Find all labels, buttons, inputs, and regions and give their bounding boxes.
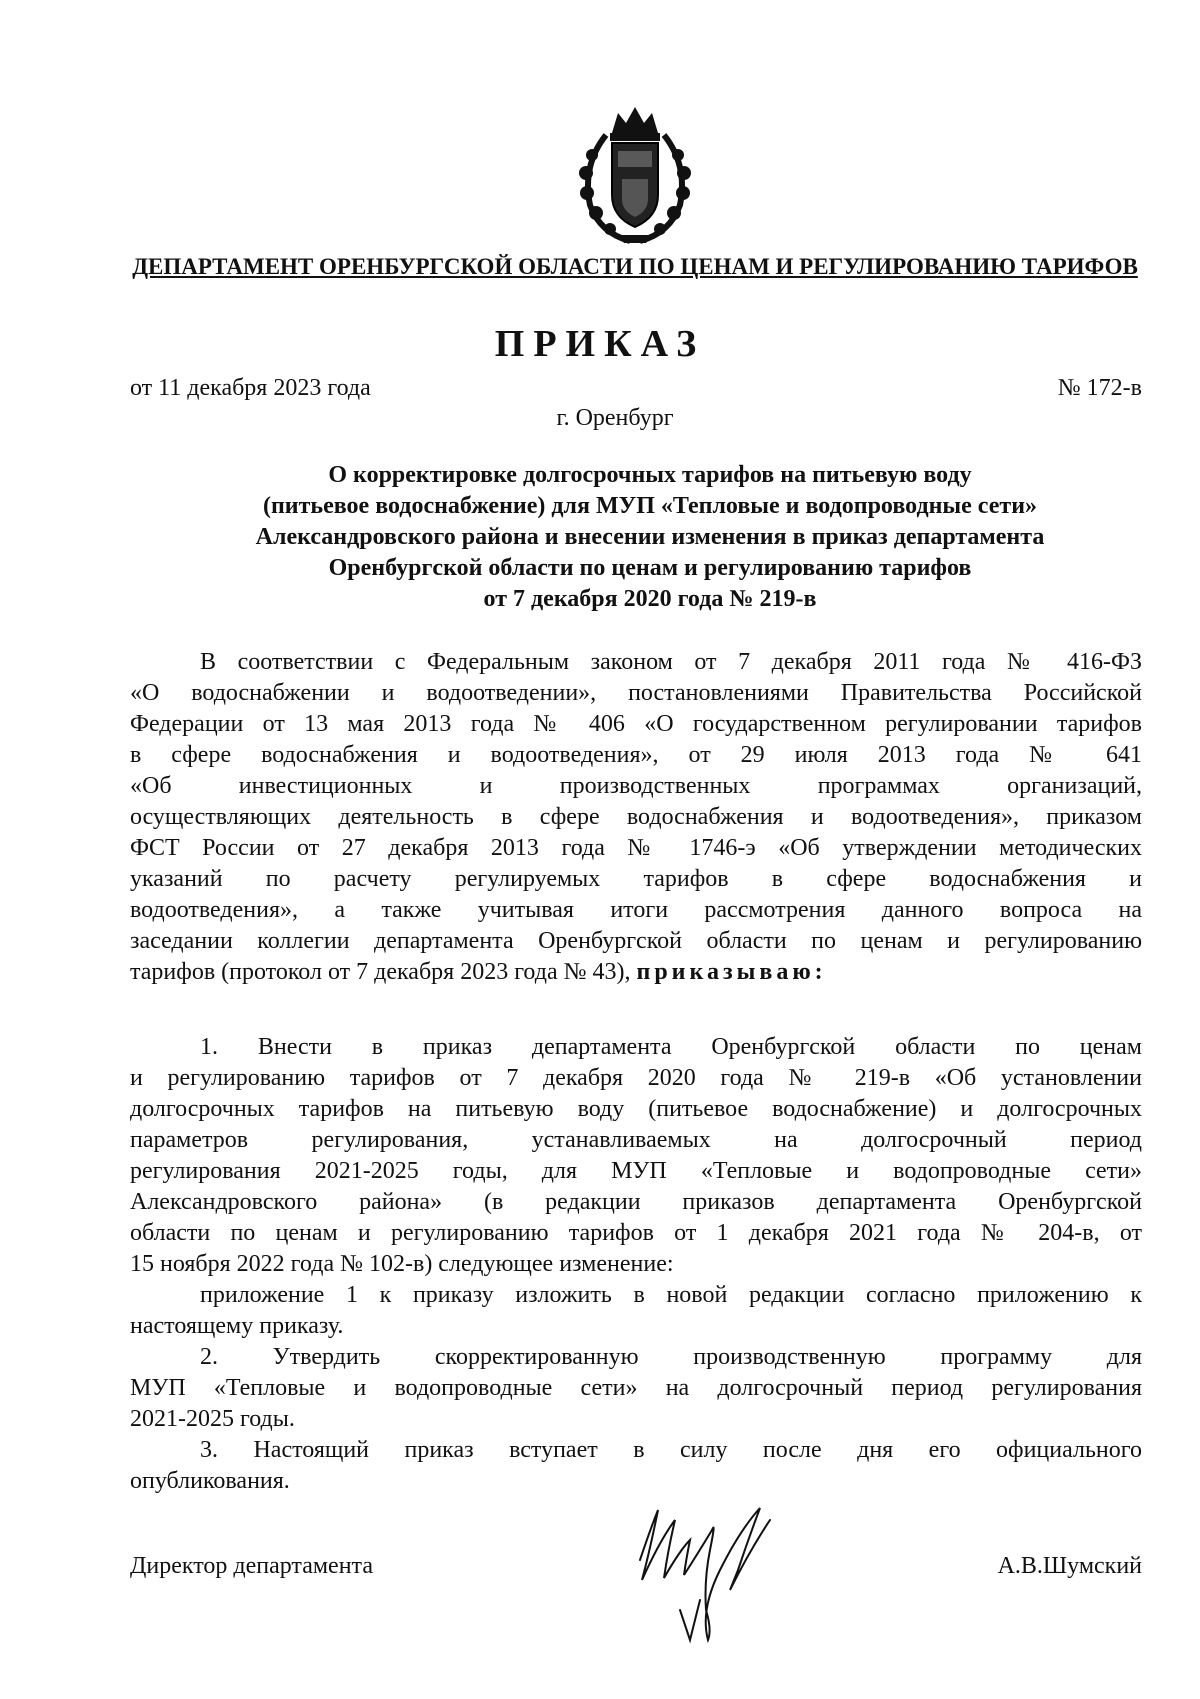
preamble-line: «Об инвестиционных и производственных программах организаций,	[130, 773, 1142, 799]
handwritten-signature	[620, 1490, 820, 1650]
item1-line: и регулированию тарифов от 7 декабря 2020 года № 219-в «Об установлении	[130, 1065, 1142, 1091]
item1-line: регулирования 2021-2025 годы, для МУП «Тепловые и водопроводные сети»	[130, 1158, 1142, 1184]
signatory-name: А.В.Шумский	[997, 1553, 1142, 1579]
subject-line: (питьевое водоснабжение) для МУП «Тепловые и водопроводные сети»	[262, 493, 1038, 519]
item2-line: 2. Утвердить скорректированную производственную программу для	[200, 1344, 1142, 1370]
item2-line: МУП «Тепловые и водопроводные сети» на долгосрочный период регулирования	[130, 1375, 1142, 1401]
order-number: № 172-в	[1057, 375, 1142, 401]
preamble-line: «О водоснабжении и водоотведении», постановлениями Правительства Российской	[130, 680, 1142, 706]
subject-line: Оренбургской области по ценам и регулированию тарифов	[328, 555, 972, 581]
document-title: ПРИКАЗ	[494, 323, 706, 365]
change-line: приложение 1 к приказу изложить в новой редакции согласно приложению к	[200, 1282, 1142, 1308]
order-city: г. Оренбург	[556, 405, 674, 431]
preamble-line: осуществляющих деятельность в сфере водоснабжения и водоотведения», приказом	[130, 804, 1142, 830]
subject-line: Александровского района и внесении изменения в приказ департамента	[255, 524, 1045, 550]
preamble-line: заседании коллегии департамента Оренбургской области по ценам и регулированию	[130, 928, 1142, 954]
subject-line: от 7 декабря 2020 года № 219-в	[483, 586, 817, 612]
preamble-line: В соответствии с Федеральным законом от 7 декабря 2011 года № 416-ФЗ	[200, 649, 1142, 675]
order-subject	[170, 460, 1130, 615]
order-items	[130, 1032, 1142, 1497]
change-line: настоящему приказу.	[130, 1313, 344, 1339]
item1-line: параметров регулирования, устанавливаемых на долгосрочный период	[130, 1127, 1142, 1153]
signatory-position: Директор департамента	[130, 1553, 373, 1579]
item3-line: опубликования.	[130, 1468, 290, 1494]
item1-line: 1. Внести в приказ департамента Оренбургской области по ценам	[200, 1034, 1142, 1060]
coat-of-arms-icon	[570, 95, 700, 245]
preamble-paragraph	[130, 647, 1142, 988]
preamble-line: ФСТ России от 27 декабря 2013 года № 1746-э «Об утверждении методических	[130, 835, 1142, 861]
preamble-line: водоотведения», а также учитывая итоги рассмотрения данного вопроса на	[130, 897, 1142, 923]
preamble-last-line	[130, 957, 1142, 988]
item1-line: Александровского района» (в редакции приказов департамента Оренбургской	[130, 1189, 1142, 1215]
item1-line: долгосрочных тарифов на питьевую воду (питьевое водоснабжение) и долгосрочных	[130, 1096, 1142, 1122]
item3-line: 3. Настоящий приказ вступает в силу после дня его официального	[200, 1437, 1142, 1463]
subject-line: О корректировке долгосрочных тарифов на питьевую воду	[328, 462, 972, 488]
item1-last-line: 15 ноября 2022 года № 102-в) следующее изменение:	[130, 1251, 674, 1277]
item2-line: 2021-2025 годы.	[130, 1406, 295, 1432]
preamble-line: в сфере водоснабжения и водоотведения», от 29 июля 2013 года № 641	[130, 742, 1142, 768]
preamble-line: Федерации от 13 мая 2013 года № 406 «О государственном регулировании тарифов	[130, 711, 1142, 737]
order-date: от 11 декабря 2023 года	[130, 375, 371, 401]
item1-line: области по ценам и регулированию тарифов от 1 декабря 2021 года № 204-в, от	[130, 1220, 1142, 1246]
order-word: приказываю:	[636, 959, 827, 985]
department-name: ДЕПАРТАМЕНТ ОРЕНБУРГСКОЙ ОБЛАСТИ ПО ЦЕНАМ И РЕГУЛИРОВАНИЮ ТАРИФОВ	[132, 254, 1138, 279]
preamble-line: указаний по расчету регулируемых тарифов в сфере водоснабжения и	[130, 866, 1142, 892]
preamble-last-text: тарифов (протокол от 7 декабря 2023 года № 43),	[130, 959, 631, 985]
